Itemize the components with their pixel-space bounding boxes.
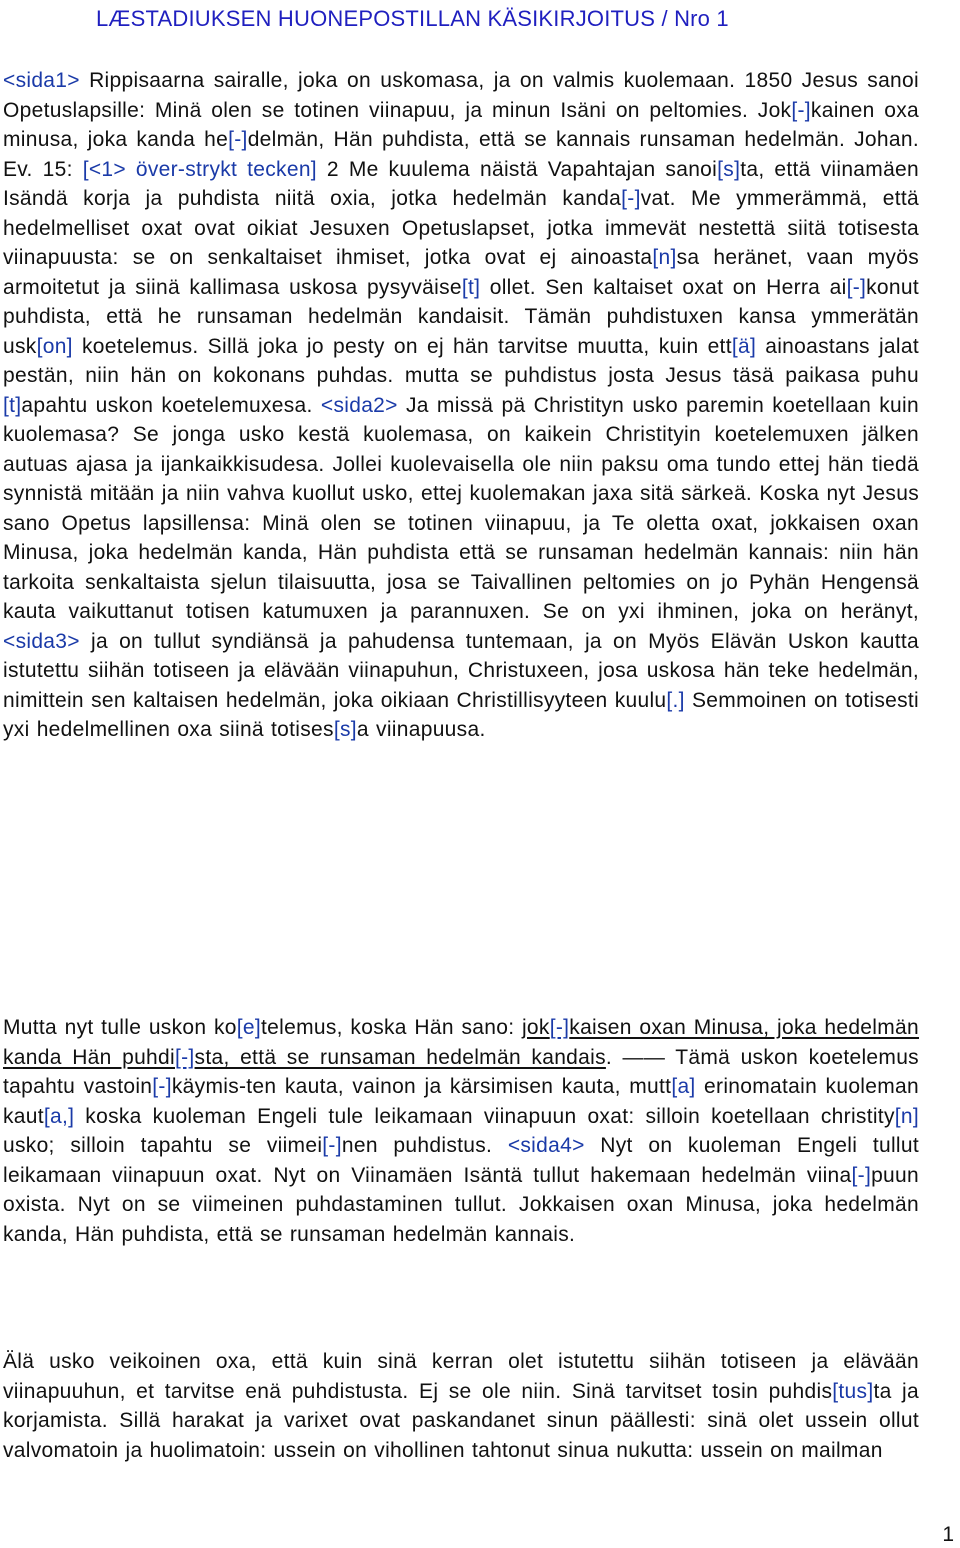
editorial-mark: [-] [152, 1075, 172, 1098]
editorial-mark: <sida2> [320, 393, 398, 417]
editorial-mark: [n] [894, 1104, 919, 1128]
text-segment: Älä usko veikoinen oxa, että kuin sinä kerran olet istutettu siihän totiseen ja elävään viinapuuhun, et tarvitse enä puhdistusta. Ej se ole niin. Sinä tarvitset tosin puhdis [3, 1350, 919, 1403]
editorial-mark: [s] [333, 718, 357, 741]
text-segment: sa heränet, vaan myös armoitetut ja siinä kallimasa uskosa pysyväise [3, 246, 919, 299]
text-segment: apahtu uskon koetelemuxesa. [21, 393, 321, 417]
text-segment: Ja missä pä Christityn usko paremin koetellaan kuin kuolemasa? Se jonga usko kestä kuolemasa, on kaikein Christityin koetelemuxen jälken autuas ajasa ja ijankaikkisudesa. Jollei kuolevaisella ole niin paksu oma tundo ettej hän tiedä synnistä mitään ja niin vahva kuollut usko, ettej kuolemakan jaxa sitä särkeä. Koska nyt Jesus sano Opetus lapsillensa: Minä olen se totinen viinapuu, ja Te oletta oxat, jokkaisen oxan Minusa, joka hedelmän kanda, Hän puhdista että se runsaman hedelmän kannais: niin hän tarkoita senkaltaista sjelun tilaisuutta, josa se Taivallinen peltomies on jo Pyhän Hengensä kauta vaikuttanut totisen katumuxen ja parannuxen. Se on yxi ihminen, joka on heränyt, [3, 393, 919, 623]
text-segment: jok [521, 1016, 550, 1039]
text-segment: puun oxista. Nyt on se viimeinen puhdastaminen tullut. Jokkaisen oxan Minusa, joka hedelmän kanda, Hän puhdista, että se runsaman hedelmän kannais. [3, 1163, 919, 1246]
text-segment: erinomatain kuoleman kaut [3, 1075, 920, 1128]
text-segment: delmän, Hän puhdista, että se kannais runsaman hedelmän. Johan. Ev. 15: [3, 128, 919, 181]
text-segment: kaisen oxan Minusa, joka hedelmän kanda Hän puhdi [3, 1016, 919, 1069]
editorial-mark: [tus] [832, 1379, 874, 1403]
text-segment: vat. Me ymmerämmä, että hedelmelliset oxat ovat oikiat Jesuxen Opetuslapset, jotka immevät nestettä siitä totisesta viinapuusta: se on senkaltaiset ihmiset, jotka ovat ej ainoasta [3, 187, 919, 269]
editorial-mark: [-] [322, 1134, 342, 1157]
text-segment: Nyt on kuoleman Engeli tullut leikamaan viinapuun oxat. Nyt on Viinamäen Isäntä tullut hakemaan hedelmän viina [3, 1134, 920, 1187]
text-segment: ollet. Sen kaltaiset oxat on Herra ai [480, 275, 847, 299]
editorial-mark: [.] [666, 688, 685, 712]
editorial-mark: [<1> över-strykt tecken] [82, 157, 317, 181]
text-segment: . —— Tämä uskon koetelemus tapahtu vastoin [3, 1045, 919, 1098]
paragraph-1 [3, 66, 919, 745]
page-number: 1 [942, 1523, 954, 1546]
document-header: LÆSTADIUKSEN HUONEPOSTILLAN KÄSIKIRJOITUS / Nro 1 [96, 6, 729, 31]
editorial-mark: <sida1> [3, 69, 80, 92]
paragraph-3 [3, 1347, 919, 1465]
text-segment: sta, että se runsaman hedelmän kandais [194, 1045, 606, 1069]
editorial-mark: [t] [3, 393, 22, 417]
text-segment: a viinapuusa. [356, 718, 486, 741]
editorial-mark: [a] [671, 1075, 696, 1098]
editorial-mark: [-] [174, 1045, 195, 1069]
editorial-mark: [-] [791, 98, 811, 122]
text-segment: Semmoinen on totisesti yxi hedelmellinen oxa siinä totises [3, 688, 919, 741]
editorial-mark: [-] [621, 187, 641, 210]
editorial-mark: [n] [652, 246, 677, 269]
editorial-mark: [s] [717, 157, 741, 181]
text-segment: telemus, koska Hän sano: [261, 1016, 522, 1039]
editorial-mark: [on] [36, 334, 73, 358]
text-segment: 2 Me kuulema näistä Vapahtajan sanoi [316, 157, 718, 181]
editorial-mark: [e] [236, 1016, 262, 1039]
text-segment: ja on tullut syndiänsä ja pahudensa tuntemaan, ja on Myös Elävän Uskon kautta istutettu siihän totiseen ja elävään viinapuhun, Christuxeen, josa uskosa hän teke hedelmän, nimittein sen kaltaisen hedelmän, joka oikiaan Christillisyyteen kuulu [3, 629, 919, 712]
text-segment: konut puhdista, että he runsaman hedelmän kandaisit. Tämän puhdistuxen kansa ymmerätän usk [3, 275, 919, 358]
editorial-mark: [-] [851, 1163, 872, 1187]
text-segment: ta ja korjamista. Sillä harakat ja varixet ovat paskandanet sinun päällesti: sinä olet ussein ollut valvomatoin ja huolimatoin: ussein on vihollinen tahtonut sinua nukutta: ussein on mailman [3, 1379, 919, 1462]
text-segment: ainoastans jalat pestän, niin hän on kokonans puhdas. mutta se puhdistus josta Jesus täsä paikasa puhu [3, 334, 919, 387]
editorial-mark: [a,] [43, 1104, 75, 1128]
text-segment: Rippisaarna sairalle, joka on uskomasa, ja on valmis kuolemaan. 1850 Jesus sanoi Opetuslapsille: Minä olen se totinen viinapuu, ja minun Isäni on peltomies. Jok [3, 69, 919, 122]
text-segment: koska kuoleman Engeli tule leikamaan viinapuun oxat: silloin koetellaan christity [74, 1104, 895, 1128]
editorial-mark: <sida3> [3, 629, 80, 653]
editorial-mark: [t] [461, 275, 481, 299]
editorial-mark: [-] [549, 1016, 570, 1039]
text-segment: nen puhdistus. [341, 1134, 508, 1157]
text-segment: usko; silloin tapahtu se viimei [3, 1134, 323, 1157]
text-segment: kainen oxa minusa, joka kanda he [3, 98, 920, 151]
paragraph-2 [3, 1013, 919, 1249]
text-segment: käymis-ten kauta, vainon ja kärsimisen kauta, mutt [171, 1075, 672, 1098]
text-segment: ta, että viinamäen Isändä korja ja puhdista niitä oxia, jotka hedelmän kanda [3, 157, 920, 210]
text-segment: koetelemus. Sillä joka jo pesty on ej hän tarvitse muutta, kuin ett [72, 334, 732, 358]
editorial-mark: [ä] [731, 334, 757, 358]
editorial-mark: [-] [846, 275, 867, 299]
text-segment: Mutta nyt tulle uskon ko [3, 1016, 237, 1039]
editorial-mark: [-] [228, 128, 248, 151]
editorial-mark: <sida4> [507, 1134, 585, 1157]
